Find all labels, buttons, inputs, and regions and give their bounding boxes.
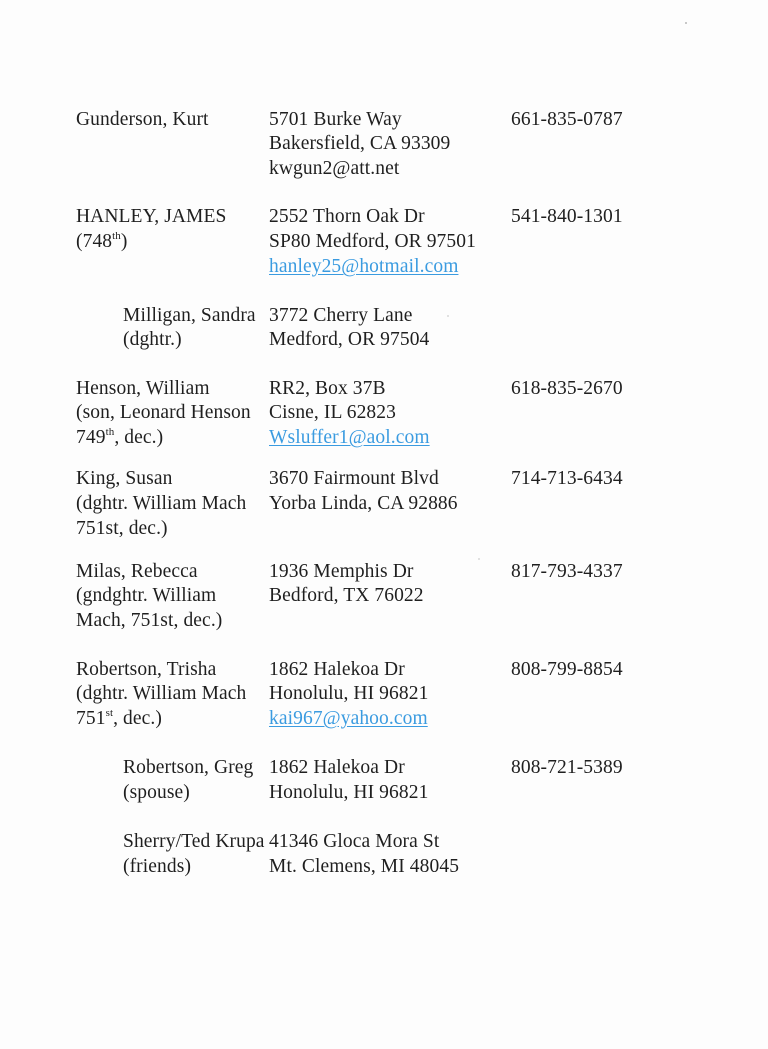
entry-email-link[interactable]: Wsluffer1@aol.com [269, 427, 430, 448]
entry-address-line: 2552 Thorn Oak Dr [269, 206, 425, 227]
entry-email-plain: kwgun2@att.net [269, 158, 400, 179]
entry-name: HANLEY, JAMES [76, 206, 227, 227]
entry-name-note: (gndghtr. William [76, 585, 217, 606]
entry-email-link[interactable]: kai967@yahoo.com [269, 708, 428, 729]
entry-name-note: (spouse) [123, 782, 190, 803]
entry-name-note: (son, Leonard Henson [76, 402, 251, 423]
entry-phone: 714-713-6434 [511, 468, 623, 489]
entry-address-line: Cisne, IL 62823 [269, 402, 396, 423]
entry-address-line: Honolulu, HI 96821 [269, 683, 429, 704]
entry-name: Henson, William [76, 378, 210, 399]
entry-address-line: 1936 Memphis Dr [269, 561, 414, 582]
entry-name: Sherry/Ted Krupa [123, 831, 265, 852]
entry-name-note: (dghtr. William Mach [76, 683, 247, 704]
entry-address-line: Medford, OR 97504 [269, 329, 430, 350]
entry-phone: 808-721-5389 [511, 757, 623, 778]
entry-address-line: 1862 Halekoa Dr [269, 757, 405, 778]
entry-name-note: (748th) [76, 229, 128, 252]
entry-name-note: 751st, dec.) [76, 706, 162, 729]
entry-name: Robertson, Trisha [76, 659, 217, 680]
entry-address-line: RR2, Box 37B [269, 378, 386, 399]
entry-address-line: 1862 Halekoa Dr [269, 659, 405, 680]
entry-name: King, Susan [76, 468, 173, 489]
entry-name-note: (friends) [123, 856, 192, 877]
entry-phone: 541-840-1301 [511, 206, 623, 227]
entry-name-note: 751st, dec.) [76, 518, 168, 539]
scan-speck [685, 22, 687, 24]
entry-name-note: (dghtr. William Mach [76, 493, 247, 514]
entry-address-line: Honolulu, HI 96821 [269, 782, 429, 803]
entry-address-line: 5701 Burke Way [269, 109, 402, 130]
entry-phone: 808-799-8854 [511, 659, 623, 680]
entry-name: Milligan, Sandra [123, 305, 256, 326]
entry-address-line: 3670 Fairmount Blvd [269, 468, 439, 489]
entry-name-note: Mach, 751st, dec.) [76, 610, 223, 631]
entry-address-line: 41346 Gloca Mora St [269, 831, 440, 852]
scan-speck [478, 558, 480, 560]
entry-address-line: Bedford, TX 76022 [269, 585, 424, 606]
entry-email-link[interactable]: hanley25@hotmail.com [269, 256, 459, 277]
entry-name: Gunderson, Kurt [76, 109, 209, 130]
scan-speck [447, 315, 449, 317]
entry-address-line: Bakersfield, CA 93309 [269, 133, 451, 154]
entry-phone: 661-835-0787 [511, 109, 623, 130]
entry-phone: 817-793-4337 [511, 561, 623, 582]
entry-name-note: 749th, dec.) [76, 425, 164, 448]
entry-name: Robertson, Greg [123, 757, 254, 778]
entry-address-line: 3772 Cherry Lane [269, 305, 413, 326]
entry-address-line: Mt. Clemens, MI 48045 [269, 856, 460, 877]
entry-name: Milas, Rebecca [76, 561, 198, 582]
entry-address-line: Yorba Linda, CA 92886 [269, 493, 458, 514]
entry-phone: 618-835-2670 [511, 378, 623, 399]
entry-name-note: (dghtr.) [123, 329, 182, 350]
entry-address-line: SP80 Medford, OR 97501 [269, 231, 476, 252]
